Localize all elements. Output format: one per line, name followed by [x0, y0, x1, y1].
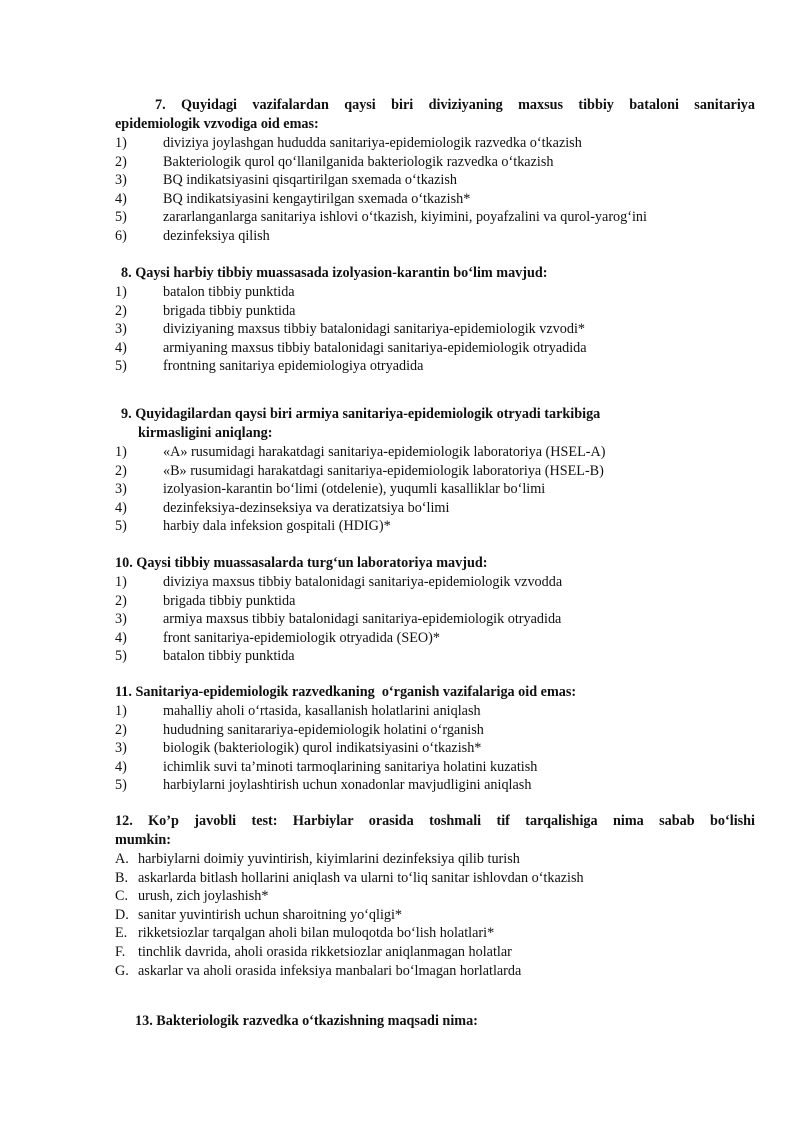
question-title: 11. Sanitariya-epidemiologik razvedkaning o‘rganish vazifalariga oid emas: — [115, 684, 577, 700]
option — [115, 887, 755, 906]
option — [115, 480, 755, 499]
option — [115, 357, 755, 376]
option — [115, 283, 755, 302]
option-text: zararlanganlarga sanitariya ishlovi o‘tkazish, kiyimini, poyafzalini va qurol-yarog‘ini — [163, 209, 647, 226]
option-number: 5) — [115, 358, 127, 375]
option-letter: D. — [115, 906, 129, 923]
question-title: 9. Quyidagilardan qaysi biri armiya sanitariya-epidemiologik otryadi tarkibiga — [121, 406, 601, 422]
option-letter: F. — [115, 943, 126, 960]
option-text: BQ indikatsiyasini qisqartirilgan sxemada o‘tkazish — [163, 172, 457, 189]
option — [115, 462, 755, 481]
option-number: 2) — [115, 721, 127, 738]
question-title-cont: kirmasligini aniqlang: — [138, 425, 273, 441]
question-title-cont: mumkin: — [115, 832, 171, 848]
option-text: hududning sanitarariya-epidemiologik holatini o‘rganish — [163, 721, 484, 738]
question-title: 8. Qaysi harbiy tibbiy muassasada izolyasion-karantin bo‘lim mavjud: — [121, 265, 548, 281]
option-text: urush, zich joylashish* — [138, 888, 269, 905]
option — [115, 629, 755, 648]
option-number: 3) — [115, 740, 127, 757]
option — [115, 153, 755, 172]
option — [115, 171, 755, 190]
option-number: 4) — [115, 190, 127, 207]
option-text: ichimlik suvi ta’minoti tarmoqlarining sanitariya holatini kuzatish — [163, 758, 538, 775]
option-text: diviziya joylashgan hududda sanitariya-epidemiologik razvedka o‘tkazish — [163, 135, 582, 151]
option-text: dezinfeksiya qilish — [163, 227, 270, 244]
option-number: 4) — [115, 339, 127, 356]
option-number: 4) — [115, 499, 127, 516]
option — [115, 320, 755, 339]
question-7 — [115, 96, 755, 246]
option — [115, 869, 755, 888]
option-text: biologik (bakteriologik) qurol indikatsiyasini o‘tkazish* — [163, 740, 482, 757]
option-text: askarlarda bitlash hollarini aniqlash va ularni to‘liq sanitar ishlovdan o‘tkazish — [138, 869, 584, 886]
option-number: 2) — [115, 592, 127, 609]
option-text: diviziyaning maxsus tibbiy batalonidagi sanitariya-epidemiologik vzvodi* — [163, 321, 585, 338]
option-text: front sanitariya-epidemiologik otryadida (SEO)* — [163, 629, 440, 646]
option — [115, 943, 755, 962]
option-text: sanitar yuvintirish uchun sharoitning yo‘qligi* — [138, 906, 403, 923]
option — [115, 208, 755, 227]
option — [115, 702, 755, 721]
option — [115, 592, 755, 611]
option-number: 2) — [115, 153, 127, 170]
option-text: brigada tibbiy punktida — [163, 302, 296, 319]
option — [115, 134, 755, 153]
option-number: 6) — [115, 227, 127, 244]
option-number: 5) — [115, 777, 127, 794]
option-text: mahalliy aholi o‘rtasida, kasallanish holatlarini aniqlash — [163, 703, 481, 719]
option-number: 1) — [115, 703, 127, 719]
option-text: askarlar va aholi orasida infeksiya manbalari bo‘lmagan horlatlarda — [138, 962, 522, 979]
option-text: brigada tibbiy punktida — [163, 592, 296, 609]
question-title-cont: epidemiologik vzvodiga oid emas: — [115, 116, 319, 132]
option-text: armiya maxsus tibbiy batalonidagi sanitariya-epidemiologik otryadida — [163, 611, 562, 628]
option-number: 5) — [115, 648, 127, 665]
question-title: 13. Bakteriologik razvedka o‘tkazishning maqsadi nima: — [135, 1013, 478, 1029]
question-title-line: 7. Quyidagi vazifalardan qaysi biri diviziyaning maxsus tibbiy bataloni sanitariya — [155, 97, 755, 113]
option-number: 1) — [115, 284, 127, 300]
option-text: izolyasion-karantin bo‘limi (otdelenie), yuqumli kasalliklar bo‘limi — [163, 481, 546, 498]
question-12 — [115, 812, 755, 980]
option-number: 1) — [115, 444, 127, 460]
question-title — [115, 96, 755, 115]
option — [115, 721, 755, 740]
option-text: tinchlik davrida, aholi orasida rikketsiozlar aniqlanmagan holatlar — [138, 943, 512, 960]
option-letter: E. — [115, 925, 128, 942]
option-text: batalon tibbiy punktida — [163, 284, 295, 300]
option — [115, 190, 755, 209]
option-letter: A. — [115, 851, 129, 867]
question-8 — [115, 264, 755, 376]
option-number: 3) — [115, 172, 127, 189]
option-letter: G. — [115, 962, 129, 979]
option-number: 4) — [115, 758, 127, 775]
option — [115, 499, 755, 518]
option-text: batalon tibbiy punktida — [163, 648, 295, 665]
option — [115, 647, 755, 666]
option — [115, 443, 755, 462]
option — [115, 227, 755, 246]
option-number: 2) — [115, 462, 127, 479]
option — [115, 906, 755, 925]
option — [115, 850, 755, 869]
option — [115, 517, 755, 536]
option-letter: B. — [115, 869, 129, 886]
option — [115, 610, 755, 629]
option-text: harbiylarni doimiy yuvintirish, kiyimlarini dezinfeksiya qilib turish — [138, 851, 520, 867]
option-letter: C. — [115, 888, 129, 905]
option-text: diviziya maxsus tibbiy batalonidagi sanitariya-epidemiologik vzvodda — [163, 574, 563, 590]
question-title — [115, 812, 755, 831]
option-text: «B» rusumidagi harakatdagi sanitariya-epidemiologik laboratoriya (HSEL-B) — [163, 462, 604, 479]
option — [115, 924, 755, 943]
option — [115, 758, 755, 777]
option-number: 5) — [115, 209, 127, 226]
option-text: «A» rusumidagi harakatdagi sanitariya-epidemiologik laboratoriya (HSEL-A) — [163, 444, 606, 460]
option — [115, 302, 755, 321]
option — [115, 962, 755, 981]
option — [115, 339, 755, 358]
question-13 — [115, 1012, 755, 1031]
question-title-line: 12. Ko’p javobli test: Harbiylar orasida toshmali tif tarqalishiga nima sabab bo‘lishi — [115, 813, 755, 829]
option-text: harbiylarni joylashtirish uchun xonadonlar mavjudligini aniqlash — [163, 777, 532, 794]
option-number: 5) — [115, 518, 127, 535]
option-text: frontning sanitariya epidemiologiya otryadida — [163, 358, 424, 375]
option-text: harbiy dala infeksion gospitali (HDIG)* — [163, 518, 391, 535]
question-10 — [115, 554, 755, 666]
option — [115, 739, 755, 758]
option-number: 1) — [115, 574, 127, 590]
option-text: rikketsiozlar tarqalgan aholi bilan muloqotda bo‘lish holatlari* — [138, 925, 495, 942]
question-11 — [115, 683, 755, 795]
option-number: 2) — [115, 302, 127, 319]
option-text: BQ indikatsiyasini kengaytirilgan sxemada o‘tkazish* — [163, 190, 471, 207]
option-number: 3) — [115, 321, 127, 338]
option-text: dezinfeksiya-dezinseksiya va deratizatsiya bo‘limi — [163, 499, 450, 516]
option-number: 4) — [115, 629, 127, 646]
option-text: Bakteriologik qurol qo‘llanilganida bakteriologik razvedka o‘tkazish — [163, 153, 554, 170]
option-number: 3) — [115, 611, 127, 628]
option-number: 3) — [115, 481, 127, 498]
question-title: 10. Qaysi tibbiy muassasalarda turg‘un laboratoriya mavjud: — [115, 555, 488, 571]
question-9 — [115, 405, 755, 536]
option-number: 1) — [115, 135, 127, 151]
option-text: armiyaning maxsus tibbiy batalonidagi sanitariya-epidemiologik otryadida — [163, 339, 587, 356]
option — [115, 776, 755, 795]
option — [115, 573, 755, 592]
